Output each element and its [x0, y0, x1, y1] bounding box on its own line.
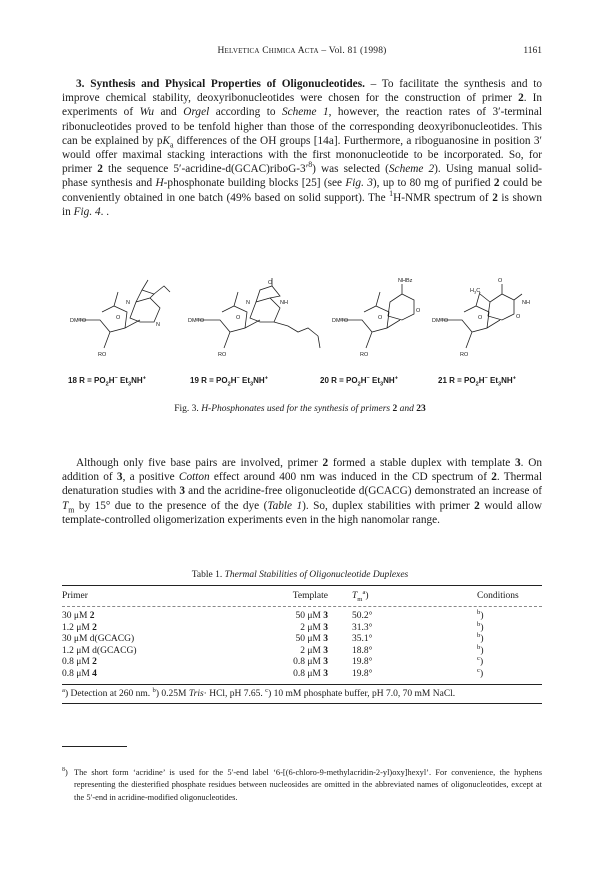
compound-label-20: 20 $R = PO_2H^-$ $Et_3NH^+$	[320, 375, 398, 388]
dmto-label: DMTO	[70, 318, 87, 324]
footnote-mark: 8	[62, 767, 65, 774]
ring-oxygen-label: O	[236, 315, 241, 321]
header-template: Template	[292, 591, 328, 601]
dmto-label: DMTO	[332, 318, 349, 324]
atom-nhbz-label: NHBz	[398, 278, 413, 284]
ring-oxygen-label: O	[116, 315, 121, 321]
table-row: 1.2 μM d(GCACG) 2 μM 3 18.8° $^b$)	[62, 643, 484, 656]
ro-label: RO	[218, 352, 227, 358]
atom-n-label: N	[246, 300, 250, 306]
ring-oxygen-label: O	[378, 315, 383, 321]
table-notes: $^a$) Detection at 260 nm. $^b$) 0.25M Tris· HCl, pH 7.65. $^c$) 10 mM phosphate buffer, pH 7.0, 70 mM NaCl.	[62, 686, 456, 699]
ro-label: RO	[98, 352, 107, 358]
table-notes-rule	[62, 703, 542, 704]
atom-nh-label: NH	[522, 300, 530, 306]
figure-caption: Fig. 3. H-Phosphonates used for the synthesis of primers 2 and 23	[174, 404, 426, 414]
table-row: 0.8 μM 4 0.8 μM 3 19.8° $^c$)	[62, 666, 484, 679]
footnote-text: The short form ‘acridine’ is used for the 5′-end label ‘6-[(6-chloro-9-methylacridin-2-yl)oxy]hexyl’. For convenience, the hyphens representing the diesterified phosphate residues between nucleosides are omitted in the abbreviated names of oligonucleotides, except at the 5′-end in acridine-modified oligonucleotides.	[74, 768, 542, 802]
methyl-label: $H_3C$	[470, 288, 481, 295]
section-paragraph-2: Although only five base pairs are involved, primer 2 formed a stable duplex with template 3. On addition of 3, a positive Cotton effect around 400 nm was induced in the CD spectrum of 2. Thermal denaturation studies with 3 and the acridine-free oligonucleotide d(GCACG) demonstrated an increase of $T_m$ by 15° due to the presence of the dye (Table 1). So, duplex stabilities with primer 2 would allow template-controlled oligomerization experiments even in the high nanomolar range.	[62, 457, 543, 526]
header-conditions: Conditions	[477, 591, 519, 601]
thermal-stability-table	[62, 585, 542, 704]
compound-label-18: 18 $R = PO_2H^-$ $Et_3NH^+$	[68, 375, 146, 388]
journal-name: Helvetica Chimica Acta	[217, 46, 319, 56]
page-number: 1161	[523, 46, 542, 56]
section-paragraph-1: 3. Synthesis and Physical Properties of Oligonucleotides. – To facilitate the synthesis and to improve chemical stability, deoxyribonucleotides were chosen for the construction of primer 2. In experiments of Wu and Orgel according to Scheme 1, however, the reaction rates of 3′-terminal ribonucleotides proved to be tenfold higher than those of the corresponding deoxyribonucleotides. This can be explained by $pK_a$ differences of the OH groups [14a]. Furthermore, a riboguanosine in position 3′ would offer maximal stacking interactions with the first mononucleotide to be incorporated. So, for primer 2 the sequence $5'-acridine-d(GCAC)riboG-3'^8$) was selected (Scheme 2). Using manual solid-phase synthesis and H-phosphonate building blocks [25] (see Fig. 3), up to 80 mg of purified 2 could be conveniently obtained in one batch (49% based on solid support). The $^1$H-NMR spectrum of 2 is shown in Fig. 4. .	[62, 78, 543, 218]
table-row: 30 μM 2 50 μM 3 50.2° $^b$)	[62, 608, 484, 621]
header-primer: Primer	[62, 591, 88, 601]
footnote-rule	[62, 746, 127, 747]
ro-label: RO	[460, 352, 469, 358]
running-header	[62, 46, 542, 62]
carbonyl-oxygen-label: O	[416, 308, 421, 314]
dmto-label: DMTO	[188, 318, 205, 324]
figure-3-structures	[70, 278, 540, 362]
ro-label: RO	[360, 352, 369, 358]
compound-label-21: 21 $R = PO_2H^-$ $Et_3NH^+$	[438, 375, 516, 388]
table-row: 0.8 μM 2 0.8 μM 3 19.8° $^c$)	[62, 654, 484, 667]
journal-volume: – Vol. 81 (1998)	[321, 46, 387, 56]
carbonyl-oxygen-label: O	[498, 278, 503, 284]
ring-oxygen-label: O	[478, 315, 483, 321]
table-header-row	[62, 586, 542, 606]
table-row: 1.2 μM 2 2 μM 3 31.3° $^b$)	[62, 620, 484, 633]
table-caption: Table 1. Thermal Stabilities of Oligonucleotide Duplexes	[191, 570, 409, 580]
carbonyl-oxygen-label: O	[268, 280, 273, 286]
carbonyl-oxygen-label: O	[516, 314, 521, 320]
compound-labels	[60, 376, 550, 390]
atom-n-label: N	[126, 300, 130, 306]
footnote: $^8$) The short form ‘acridine’ is used for the 5′-end label ‘6-[(6-chloro-9-methylacridin-2-yl)oxy]hexyl’. For convenience, the hyphens representing the diesterified phosphate residues between nucleosides are omitted in the abbreviated names of oligonucleotides, except at the 5′-end in acridine-modified oligonucleotides.	[62, 767, 542, 804]
header-tm: $T_m^a$)	[352, 588, 369, 603]
compound-label-19: 19 $R = PO_2H^-$ $Et_3NH^+$	[190, 375, 268, 388]
dmto-label: DMTO	[432, 318, 449, 324]
table-row: 30 μM d(GCACG) 50 μM 3 35.1° $^b$)	[62, 631, 484, 644]
atom-nh-label: NH	[280, 300, 288, 306]
section-heading: 3. Synthesis and Physical Properties of Oligonucleotides.	[76, 78, 365, 90]
atom-n-label: N	[156, 322, 160, 328]
